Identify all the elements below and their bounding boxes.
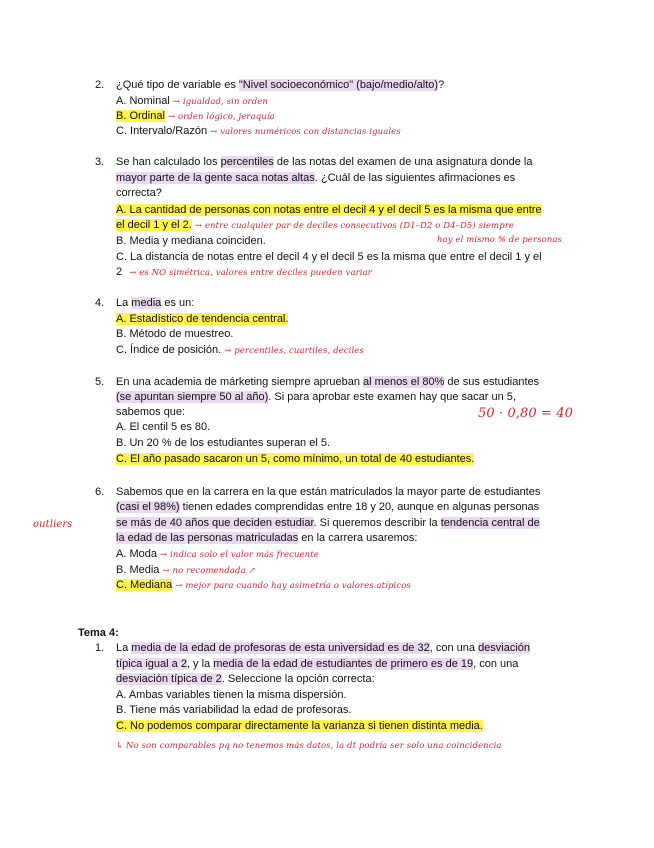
q2-question-highlight: "Nivel socioeconómico" (bajo/medio/alto) xyxy=(238,79,439,91)
t4-q1-line-2-highlight-2: media de la edad de estudiantes de primero es de 19 xyxy=(213,658,474,670)
q6-option-a-text: A. Moda xyxy=(116,548,157,560)
q6-number: 6. xyxy=(95,486,105,498)
q3-option-c-line-2 xyxy=(116,265,372,281)
t4-q1-line-2-highlight: típica igual a 2 xyxy=(116,658,187,670)
q6-line-3-highlight: se más de 40 años que deciden estudiar xyxy=(116,517,314,529)
q2-option-a-note: → igualdad, sin orden xyxy=(172,97,268,107)
q3-option-c-text-2: 2 xyxy=(116,266,123,278)
q3-line-1 xyxy=(116,155,532,170)
q5-line-1-a: En una academia de márketing siempre aprueban xyxy=(116,376,364,388)
q2-option-c-note: → valores numéricos con distancias iguales xyxy=(210,127,401,137)
q2-option-b xyxy=(116,109,275,125)
section-title: Tema 4: xyxy=(78,627,119,639)
q5-option-b: B. Un 20 % de los estudiantes superan el 5. xyxy=(116,437,331,449)
q3-number: 3. xyxy=(95,156,105,168)
q3-option-a-note-2: hay el mismo % de personas xyxy=(437,235,562,245)
q5-calc-note: 50 · 0,80 = 40 xyxy=(478,406,573,421)
q4-line-1 xyxy=(116,296,194,311)
q2-question-b: ? xyxy=(438,79,445,91)
q4-line-1-highlight: media xyxy=(131,297,162,309)
q5-line-1 xyxy=(116,375,539,390)
t4-q1-line-3-b: . Seleccione la opción correcta: xyxy=(221,673,375,685)
q3-line-1-highlight: percentiles xyxy=(220,156,274,168)
t4-q1-option-c-text: C. No podemos comparar directamente la varianza si tienen distinta media. xyxy=(116,720,483,732)
t4-q1-line-2-b: , y la xyxy=(186,658,214,670)
q3-option-a-note-1: → entre cualquier par de deciles consecutivos (D1–D2 o D4–D5) siempre xyxy=(194,221,515,231)
q3-option-a-line-2 xyxy=(116,218,514,234)
q2-option-b-text: B. Ordinal xyxy=(116,110,165,122)
q6-option-c-note: → mejor para cuando hay asimetría o valores atípicos xyxy=(175,581,411,591)
q5-line-2-highlight: (se apuntan siempre 50 al año) xyxy=(116,391,269,403)
q3-option-a-text-1: A. La cantidad de personas con notas entre el decil 4 y el decil 5 es la misma que entre xyxy=(116,204,542,216)
q5-option-c xyxy=(116,452,474,467)
q6-line-3 xyxy=(116,516,540,531)
q2-option-c-text: C. Intervalo/Razón xyxy=(116,125,208,137)
q3-line-1-a: Se han calculado los xyxy=(116,156,221,168)
q2-number: 2. xyxy=(95,79,105,91)
q6-option-b-note: → no recomendada ↗ xyxy=(162,566,256,576)
q4-option-a xyxy=(116,312,288,327)
q6-side-note: outliers xyxy=(33,519,73,530)
q5-option-c-text: C. El año pasado sacaron un 5, como mínimo, un total de 40 estudiantes. xyxy=(116,453,475,465)
t4-q1-note: ↳ No son comparables pq no tenemos más datos, la dt podría ser solo una coincidencia xyxy=(116,741,502,751)
q6-line-3-b: . Si queremos describir la xyxy=(313,517,441,529)
q4-option-c-text: C. Índice de posición. xyxy=(116,344,222,356)
t4-q1-option-b: B. Tiene más variabilidad la edad de profesoras. xyxy=(116,704,352,716)
q5-line-1-highlight: al menos el 80% xyxy=(363,376,445,388)
q4-line-1-a: La xyxy=(116,297,132,309)
q6-line-2-highlight: (casi el 98%) xyxy=(116,501,180,513)
t4-q1-line-1-b: , con una xyxy=(429,642,479,654)
t4-q1-line-1-a: La xyxy=(116,642,132,654)
t4-q1-number: 1. xyxy=(95,642,105,654)
q4-line-1-b: es un: xyxy=(161,297,195,309)
t4-q1-option-a: A. Ambas variables tienen la misma dispersión. xyxy=(116,689,347,701)
t4-q1-line-3-highlight: desviación típica de 2 xyxy=(116,673,222,685)
q5-line-2-b: . Si para aprobar este examen hay que sacar un 5, xyxy=(268,391,516,403)
t4-q1-option-c xyxy=(116,719,483,734)
q6-option-c-text: C. Mediana xyxy=(116,579,173,591)
t4-q1-line-1-highlight: media de la edad de profesoras de esta universidad es de 32 xyxy=(131,642,430,654)
q4-option-c-note: → percentiles, cuartiles, deciles xyxy=(224,346,364,356)
q4-number: 4. xyxy=(95,297,105,309)
q3-option-a-text-2: el decil 1 y el 2. xyxy=(116,219,192,231)
q6-option-b xyxy=(116,563,256,579)
q2-option-a-text: A. Nominal xyxy=(116,95,170,107)
q3-option-c-line-1: C. La distancia de notas entre el decil 4 y el decil 5 es la misma que entre el decil 1 y el xyxy=(116,251,542,263)
q6-option-b-text: B. Media xyxy=(116,564,160,576)
q2-option-b-note: → orden lógico, jeraquía xyxy=(167,112,275,122)
q6-line-3-highlight-2: tendencia central de xyxy=(440,517,540,529)
q6-line-2-b: tienen edades comprendidas entre 18 y 20, aunque en algunas personas xyxy=(179,501,540,513)
q6-option-c xyxy=(116,578,411,594)
q2-option-c xyxy=(116,124,401,140)
q4-option-c xyxy=(116,343,364,359)
q5-option-a: A. El centil 5 es 80. xyxy=(116,421,211,433)
q6-line-2 xyxy=(116,500,539,515)
q6-line-1: Sabemos que en la carrera en la que están matriculados la mayor parte de estudiantes xyxy=(116,486,541,498)
q5-line-3: sabemos que: xyxy=(116,406,186,418)
t4-q1-line-2 xyxy=(116,657,518,672)
q5-line-2 xyxy=(116,390,516,405)
q3-option-a-line-1 xyxy=(116,203,542,218)
q3-line-2 xyxy=(116,171,515,186)
q6-option-a-note: → indica solo el valor más frecuente xyxy=(160,550,319,560)
t4-q1-line-2-c: , con una xyxy=(473,658,519,670)
q2-question-a: ¿Qué tipo de variable es xyxy=(116,79,239,91)
q3-line-3: correcta? xyxy=(116,187,162,199)
t4-q1-line-3 xyxy=(116,672,375,687)
q3-line-2-b: . ¿Cuál de las siguientes afirmaciones es xyxy=(314,172,516,184)
q4-option-b: B. Método de muestreo. xyxy=(116,328,234,340)
q6-line-4-b: en la carrera usaremos: xyxy=(298,532,418,544)
q3-option-b: B. Media y mediana coinciden. xyxy=(116,235,266,247)
q3-line-2-highlight: mayor parte de la gente saca notas altas xyxy=(116,172,315,184)
q2-option-a xyxy=(116,94,268,110)
q4-option-a-text: A. Estadístico de tendencia central. xyxy=(116,313,289,325)
q5-line-1-b: de sus estudiantes xyxy=(444,376,540,388)
t4-q1-line-1-highlight-2: desviación xyxy=(478,642,531,654)
q5-number: 5. xyxy=(95,376,105,388)
q6-line-4-highlight: la edad de las personas matriculadas xyxy=(116,532,299,544)
q2-question xyxy=(116,78,444,93)
q3-line-1-b: de las notas del examen de una asignatura donde la xyxy=(273,156,533,168)
q6-option-a xyxy=(116,547,319,563)
q6-line-4 xyxy=(116,531,417,546)
q3-option-c-note: → es NO simétrica, valores entre deciles pueden variar xyxy=(129,268,372,278)
t4-q1-line-1 xyxy=(116,641,530,656)
